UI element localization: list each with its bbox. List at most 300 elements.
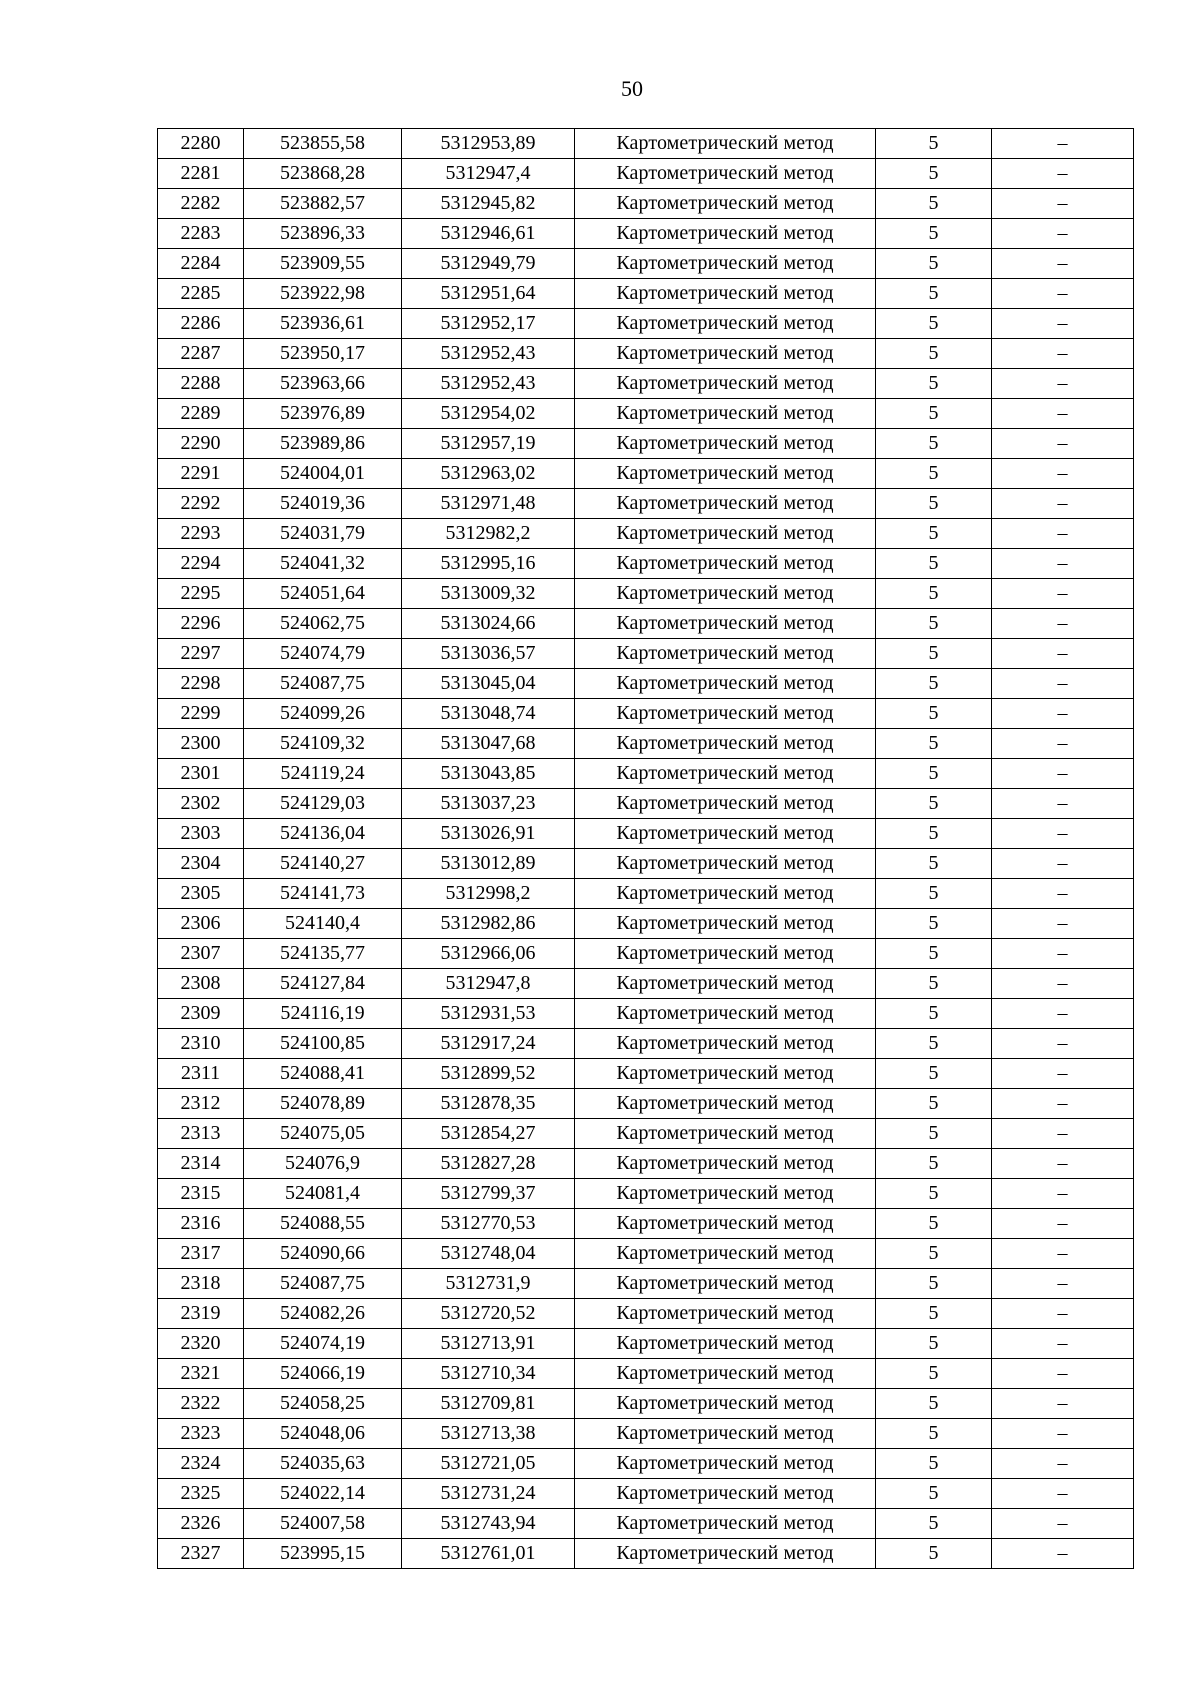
description-cell: – <box>992 999 1134 1029</box>
table-row <box>158 669 1134 699</box>
coordinates-table-body <box>158 129 1134 1569</box>
y-coordinate-cell: 5312982,86 <box>402 909 575 939</box>
point-number-cell: 2298 <box>158 669 244 699</box>
accuracy-cell: 5 <box>876 279 992 309</box>
accuracy-cell: 5 <box>876 369 992 399</box>
y-coordinate-cell: 5312731,9 <box>402 1269 575 1299</box>
point-number-cell: 2289 <box>158 399 244 429</box>
table-row <box>158 1239 1134 1269</box>
x-coordinate-cell: 524127,84 <box>244 969 402 999</box>
x-coordinate-cell: 524075,05 <box>244 1119 402 1149</box>
method-cell: Картометрический метод <box>575 1359 876 1389</box>
accuracy-cell: 5 <box>876 1419 992 1449</box>
method-cell: Картометрический метод <box>575 879 876 909</box>
accuracy-cell: 5 <box>876 159 992 189</box>
table-row <box>158 399 1134 429</box>
x-coordinate-cell: 524004,01 <box>244 459 402 489</box>
x-coordinate-cell: 524129,03 <box>244 789 402 819</box>
table-row <box>158 699 1134 729</box>
accuracy-cell: 5 <box>876 429 992 459</box>
method-cell: Картометрический метод <box>575 579 876 609</box>
x-coordinate-cell: 524140,4 <box>244 909 402 939</box>
x-coordinate-cell: 524074,79 <box>244 639 402 669</box>
method-cell: Картометрический метод <box>575 309 876 339</box>
accuracy-cell: 5 <box>876 1059 992 1089</box>
accuracy-cell: 5 <box>876 1479 992 1509</box>
table-row <box>158 1119 1134 1149</box>
method-cell: Картометрический метод <box>575 969 876 999</box>
method-cell: Картометрический метод <box>575 1239 876 1269</box>
accuracy-cell: 5 <box>876 1209 992 1239</box>
table-row <box>158 309 1134 339</box>
point-number-cell: 2320 <box>158 1329 244 1359</box>
method-cell: Картометрический метод <box>575 249 876 279</box>
accuracy-cell: 5 <box>876 1179 992 1209</box>
accuracy-cell: 5 <box>876 1269 992 1299</box>
x-coordinate-cell: 524136,04 <box>244 819 402 849</box>
x-coordinate-cell: 524051,64 <box>244 579 402 609</box>
method-cell: Картометрический метод <box>575 489 876 519</box>
description-cell: – <box>992 519 1134 549</box>
x-coordinate-cell: 524041,32 <box>244 549 402 579</box>
description-cell: – <box>992 279 1134 309</box>
x-coordinate-cell: 523855,58 <box>244 129 402 159</box>
x-coordinate-cell: 523989,86 <box>244 429 402 459</box>
x-coordinate-cell: 524074,19 <box>244 1329 402 1359</box>
x-coordinate-cell: 523922,98 <box>244 279 402 309</box>
y-coordinate-cell: 5312878,35 <box>402 1089 575 1119</box>
description-cell: – <box>992 909 1134 939</box>
point-number-cell: 2322 <box>158 1389 244 1419</box>
table-row <box>158 879 1134 909</box>
x-coordinate-cell: 523963,66 <box>244 369 402 399</box>
description-cell: – <box>992 1119 1134 1149</box>
point-number-cell: 2317 <box>158 1239 244 1269</box>
table-row <box>158 1149 1134 1179</box>
y-coordinate-cell: 5312952,17 <box>402 309 575 339</box>
x-coordinate-cell: 524119,24 <box>244 759 402 789</box>
description-cell: – <box>992 429 1134 459</box>
page-number: 50 <box>621 76 643 101</box>
accuracy-cell: 5 <box>876 1359 992 1389</box>
description-cell: – <box>992 669 1134 699</box>
point-number-cell: 2296 <box>158 609 244 639</box>
table-row <box>158 129 1134 159</box>
description-cell: – <box>992 339 1134 369</box>
table-row <box>158 279 1134 309</box>
description-cell: – <box>992 159 1134 189</box>
method-cell: Картометрический метод <box>575 399 876 429</box>
description-cell: – <box>992 1539 1134 1569</box>
y-coordinate-cell: 5312713,91 <box>402 1329 575 1359</box>
table-row <box>158 1389 1134 1419</box>
method-cell: Картометрический метод <box>575 789 876 819</box>
accuracy-cell: 5 <box>876 339 992 369</box>
accuracy-cell: 5 <box>876 969 992 999</box>
y-coordinate-cell: 5312947,4 <box>402 159 575 189</box>
description-cell: – <box>992 729 1134 759</box>
point-number-cell: 2284 <box>158 249 244 279</box>
method-cell: Картометрический метод <box>575 729 876 759</box>
point-number-cell: 2290 <box>158 429 244 459</box>
x-coordinate-cell: 524035,63 <box>244 1449 402 1479</box>
y-coordinate-cell: 5312966,06 <box>402 939 575 969</box>
accuracy-cell: 5 <box>876 1089 992 1119</box>
x-coordinate-cell: 524062,75 <box>244 609 402 639</box>
y-coordinate-cell: 5312917,24 <box>402 1029 575 1059</box>
description-cell: – <box>992 1359 1134 1389</box>
point-number-cell: 2326 <box>158 1509 244 1539</box>
y-coordinate-cell: 5312743,94 <box>402 1509 575 1539</box>
x-coordinate-cell: 524088,55 <box>244 1209 402 1239</box>
method-cell: Картометрический метод <box>575 849 876 879</box>
accuracy-cell: 5 <box>876 939 992 969</box>
y-coordinate-cell: 5313009,32 <box>402 579 575 609</box>
y-coordinate-cell: 5312971,48 <box>402 489 575 519</box>
method-cell: Картометрический метод <box>575 1479 876 1509</box>
table-row <box>158 1479 1134 1509</box>
point-number-cell: 2295 <box>158 579 244 609</box>
accuracy-cell: 5 <box>876 639 992 669</box>
description-cell: – <box>992 699 1134 729</box>
y-coordinate-cell: 5312949,79 <box>402 249 575 279</box>
method-cell: Картометрический метод <box>575 1269 876 1299</box>
accuracy-cell: 5 <box>876 609 992 639</box>
method-cell: Картометрический метод <box>575 1389 876 1419</box>
table-row <box>158 189 1134 219</box>
accuracy-cell: 5 <box>876 759 992 789</box>
description-cell: – <box>992 639 1134 669</box>
point-number-cell: 2292 <box>158 489 244 519</box>
point-number-cell: 2323 <box>158 1419 244 1449</box>
accuracy-cell: 5 <box>876 459 992 489</box>
description-cell: – <box>992 759 1134 789</box>
method-cell: Картометрический метод <box>575 369 876 399</box>
method-cell: Картометрический метод <box>575 1449 876 1479</box>
accuracy-cell: 5 <box>876 1239 992 1269</box>
y-coordinate-cell: 5313043,85 <box>402 759 575 789</box>
description-cell: – <box>992 1419 1134 1449</box>
description-cell: – <box>992 369 1134 399</box>
point-number-cell: 2305 <box>158 879 244 909</box>
accuracy-cell: 5 <box>876 1389 992 1419</box>
table-row <box>158 1329 1134 1359</box>
method-cell: Картометрический метод <box>575 429 876 459</box>
accuracy-cell: 5 <box>876 729 992 759</box>
method-cell: Картометрический метод <box>575 1149 876 1179</box>
point-number-cell: 2301 <box>158 759 244 789</box>
method-cell: Картометрический метод <box>575 609 876 639</box>
x-coordinate-cell: 524099,26 <box>244 699 402 729</box>
point-number-cell: 2325 <box>158 1479 244 1509</box>
y-coordinate-cell: 5312721,05 <box>402 1449 575 1479</box>
x-coordinate-cell: 524066,19 <box>244 1359 402 1389</box>
x-coordinate-cell: 524007,58 <box>244 1509 402 1539</box>
accuracy-cell: 5 <box>876 309 992 339</box>
description-cell: – <box>992 789 1134 819</box>
x-coordinate-cell: 523995,15 <box>244 1539 402 1569</box>
table-row <box>158 549 1134 579</box>
x-coordinate-cell: 524135,77 <box>244 939 402 969</box>
table-row <box>158 339 1134 369</box>
point-number-cell: 2309 <box>158 999 244 1029</box>
y-coordinate-cell: 5312947,8 <box>402 969 575 999</box>
accuracy-cell: 5 <box>876 879 992 909</box>
table-row <box>158 969 1134 999</box>
y-coordinate-cell: 5313026,91 <box>402 819 575 849</box>
y-coordinate-cell: 5313045,04 <box>402 669 575 699</box>
y-coordinate-cell: 5312945,82 <box>402 189 575 219</box>
point-number-cell: 2310 <box>158 1029 244 1059</box>
y-coordinate-cell: 5312952,43 <box>402 369 575 399</box>
accuracy-cell: 5 <box>876 549 992 579</box>
accuracy-cell: 5 <box>876 849 992 879</box>
coordinates-table <box>157 128 1134 1569</box>
accuracy-cell: 5 <box>876 219 992 249</box>
x-coordinate-cell: 523976,89 <box>244 399 402 429</box>
accuracy-cell: 5 <box>876 399 992 429</box>
x-coordinate-cell: 524019,36 <box>244 489 402 519</box>
accuracy-cell: 5 <box>876 1539 992 1569</box>
method-cell: Картометрический метод <box>575 1299 876 1329</box>
point-number-cell: 2282 <box>158 189 244 219</box>
description-cell: – <box>992 219 1134 249</box>
y-coordinate-cell: 5312899,52 <box>402 1059 575 1089</box>
description-cell: – <box>992 1149 1134 1179</box>
accuracy-cell: 5 <box>876 1449 992 1479</box>
accuracy-cell: 5 <box>876 489 992 519</box>
description-cell: – <box>992 1029 1134 1059</box>
table-row <box>158 1179 1134 1209</box>
table-row <box>158 579 1134 609</box>
accuracy-cell: 5 <box>876 699 992 729</box>
description-cell: – <box>992 1269 1134 1299</box>
table-row <box>158 609 1134 639</box>
method-cell: Картометрический метод <box>575 1419 876 1449</box>
point-number-cell: 2324 <box>158 1449 244 1479</box>
table-row <box>158 1299 1134 1329</box>
y-coordinate-cell: 5312954,02 <box>402 399 575 429</box>
accuracy-cell: 5 <box>876 189 992 219</box>
x-coordinate-cell: 523868,28 <box>244 159 402 189</box>
point-number-cell: 2285 <box>158 279 244 309</box>
accuracy-cell: 5 <box>876 999 992 1029</box>
method-cell: Картометрический метод <box>575 1209 876 1239</box>
x-coordinate-cell: 524076,9 <box>244 1149 402 1179</box>
point-number-cell: 2288 <box>158 369 244 399</box>
y-coordinate-cell: 5312761,01 <box>402 1539 575 1569</box>
x-coordinate-cell: 524116,19 <box>244 999 402 1029</box>
x-coordinate-cell: 524031,79 <box>244 519 402 549</box>
x-coordinate-cell: 524087,75 <box>244 669 402 699</box>
y-coordinate-cell: 5312799,37 <box>402 1179 575 1209</box>
y-coordinate-cell: 5312720,52 <box>402 1299 575 1329</box>
y-coordinate-cell: 5312827,28 <box>402 1149 575 1179</box>
table-row <box>158 789 1134 819</box>
point-number-cell: 2287 <box>158 339 244 369</box>
point-number-cell: 2297 <box>158 639 244 669</box>
method-cell: Картометрический метод <box>575 909 876 939</box>
method-cell: Картометрический метод <box>575 1089 876 1119</box>
table-row <box>158 939 1134 969</box>
point-number-cell: 2311 <box>158 1059 244 1089</box>
description-cell: – <box>992 249 1134 279</box>
point-number-cell: 2300 <box>158 729 244 759</box>
description-cell: – <box>992 1389 1134 1419</box>
description-cell: – <box>992 549 1134 579</box>
point-number-cell: 2280 <box>158 129 244 159</box>
y-coordinate-cell: 5312957,19 <box>402 429 575 459</box>
method-cell: Картометрический метод <box>575 999 876 1029</box>
method-cell: Картометрический метод <box>575 519 876 549</box>
y-coordinate-cell: 5312952,43 <box>402 339 575 369</box>
y-coordinate-cell: 5312931,53 <box>402 999 575 1029</box>
y-coordinate-cell: 5313024,66 <box>402 609 575 639</box>
accuracy-cell: 5 <box>876 1029 992 1059</box>
table-row <box>158 1059 1134 1089</box>
method-cell: Картометрический метод <box>575 699 876 729</box>
y-coordinate-cell: 5313012,89 <box>402 849 575 879</box>
y-coordinate-cell: 5312709,81 <box>402 1389 575 1419</box>
table-row <box>158 1449 1134 1479</box>
accuracy-cell: 5 <box>876 1329 992 1359</box>
point-number-cell: 2286 <box>158 309 244 339</box>
accuracy-cell: 5 <box>876 129 992 159</box>
point-number-cell: 2319 <box>158 1299 244 1329</box>
table-row <box>158 1209 1134 1239</box>
point-number-cell: 2313 <box>158 1119 244 1149</box>
description-cell: – <box>992 1239 1134 1269</box>
description-cell: – <box>992 1509 1134 1539</box>
accuracy-cell: 5 <box>876 1149 992 1179</box>
description-cell: – <box>992 189 1134 219</box>
method-cell: Картометрический метод <box>575 549 876 579</box>
y-coordinate-cell: 5312854,27 <box>402 1119 575 1149</box>
description-cell: – <box>992 489 1134 519</box>
description-cell: – <box>992 579 1134 609</box>
y-coordinate-cell: 5312951,64 <box>402 279 575 309</box>
y-coordinate-cell: 5312748,04 <box>402 1239 575 1269</box>
y-coordinate-cell: 5312946,61 <box>402 219 575 249</box>
accuracy-cell: 5 <box>876 579 992 609</box>
method-cell: Картометрический метод <box>575 1509 876 1539</box>
point-number-cell: 2283 <box>158 219 244 249</box>
method-cell: Картометрический метод <box>575 339 876 369</box>
description-cell: – <box>992 939 1134 969</box>
y-coordinate-cell: 5312731,24 <box>402 1479 575 1509</box>
y-coordinate-cell: 5313037,23 <box>402 789 575 819</box>
point-number-cell: 2321 <box>158 1359 244 1389</box>
point-number-cell: 2327 <box>158 1539 244 1569</box>
x-coordinate-cell: 524048,06 <box>244 1419 402 1449</box>
table-row <box>158 249 1134 279</box>
description-cell: – <box>992 1209 1134 1239</box>
accuracy-cell: 5 <box>876 819 992 849</box>
x-coordinate-cell: 523936,61 <box>244 309 402 339</box>
accuracy-cell: 5 <box>876 909 992 939</box>
method-cell: Картометрический метод <box>575 1029 876 1059</box>
x-coordinate-cell: 523909,55 <box>244 249 402 279</box>
description-cell: – <box>992 849 1134 879</box>
point-number-cell: 2299 <box>158 699 244 729</box>
x-coordinate-cell: 524078,89 <box>244 1089 402 1119</box>
description-cell: – <box>992 129 1134 159</box>
accuracy-cell: 5 <box>876 519 992 549</box>
method-cell: Картометрический метод <box>575 1329 876 1359</box>
accuracy-cell: 5 <box>876 1509 992 1539</box>
point-number-cell: 2318 <box>158 1269 244 1299</box>
y-coordinate-cell: 5312770,53 <box>402 1209 575 1239</box>
x-coordinate-cell: 524140,27 <box>244 849 402 879</box>
point-number-cell: 2306 <box>158 909 244 939</box>
method-cell: Картометрический метод <box>575 159 876 189</box>
description-cell: – <box>992 1449 1134 1479</box>
y-coordinate-cell: 5313036,57 <box>402 639 575 669</box>
table-row <box>158 369 1134 399</box>
method-cell: Картометрический метод <box>575 1179 876 1209</box>
y-coordinate-cell: 5312982,2 <box>402 519 575 549</box>
point-number-cell: 2302 <box>158 789 244 819</box>
x-coordinate-cell: 523882,57 <box>244 189 402 219</box>
x-coordinate-cell: 524100,85 <box>244 1029 402 1059</box>
point-number-cell: 2308 <box>158 969 244 999</box>
table-row <box>158 1359 1134 1389</box>
method-cell: Картометрический метод <box>575 189 876 219</box>
method-cell: Картометрический метод <box>575 639 876 669</box>
point-number-cell: 2281 <box>158 159 244 189</box>
method-cell: Картометрический метод <box>575 219 876 249</box>
accuracy-cell: 5 <box>876 249 992 279</box>
point-number-cell: 2294 <box>158 549 244 579</box>
x-coordinate-cell: 524082,26 <box>244 1299 402 1329</box>
table-row <box>158 1029 1134 1059</box>
table-row <box>158 219 1134 249</box>
method-cell: Картометрический метод <box>575 1539 876 1569</box>
table-row <box>158 159 1134 189</box>
x-coordinate-cell: 524022,14 <box>244 1479 402 1509</box>
table-row <box>158 909 1134 939</box>
description-cell: – <box>992 1089 1134 1119</box>
table-row <box>158 759 1134 789</box>
table-row <box>158 489 1134 519</box>
method-cell: Картометрический метод <box>575 1059 876 1089</box>
table-row <box>158 1089 1134 1119</box>
table-row <box>158 1269 1134 1299</box>
method-cell: Картометрический метод <box>575 1119 876 1149</box>
method-cell: Картометрический метод <box>575 129 876 159</box>
table-row <box>158 1509 1134 1539</box>
x-coordinate-cell: 524109,32 <box>244 729 402 759</box>
point-number-cell: 2291 <box>158 459 244 489</box>
table-row <box>158 1539 1134 1569</box>
method-cell: Картометрический метод <box>575 669 876 699</box>
point-number-cell: 2293 <box>158 519 244 549</box>
point-number-cell: 2314 <box>158 1149 244 1179</box>
point-number-cell: 2315 <box>158 1179 244 1209</box>
point-number-cell: 2316 <box>158 1209 244 1239</box>
x-coordinate-cell: 524081,4 <box>244 1179 402 1209</box>
table-row <box>158 849 1134 879</box>
y-coordinate-cell: 5313048,74 <box>402 699 575 729</box>
table-row <box>158 999 1134 1029</box>
method-cell: Картометрический метод <box>575 759 876 789</box>
table-row <box>158 459 1134 489</box>
table-row <box>158 819 1134 849</box>
description-cell: – <box>992 1059 1134 1089</box>
description-cell: – <box>992 1479 1134 1509</box>
x-coordinate-cell: 524141,73 <box>244 879 402 909</box>
description-cell: – <box>992 819 1134 849</box>
